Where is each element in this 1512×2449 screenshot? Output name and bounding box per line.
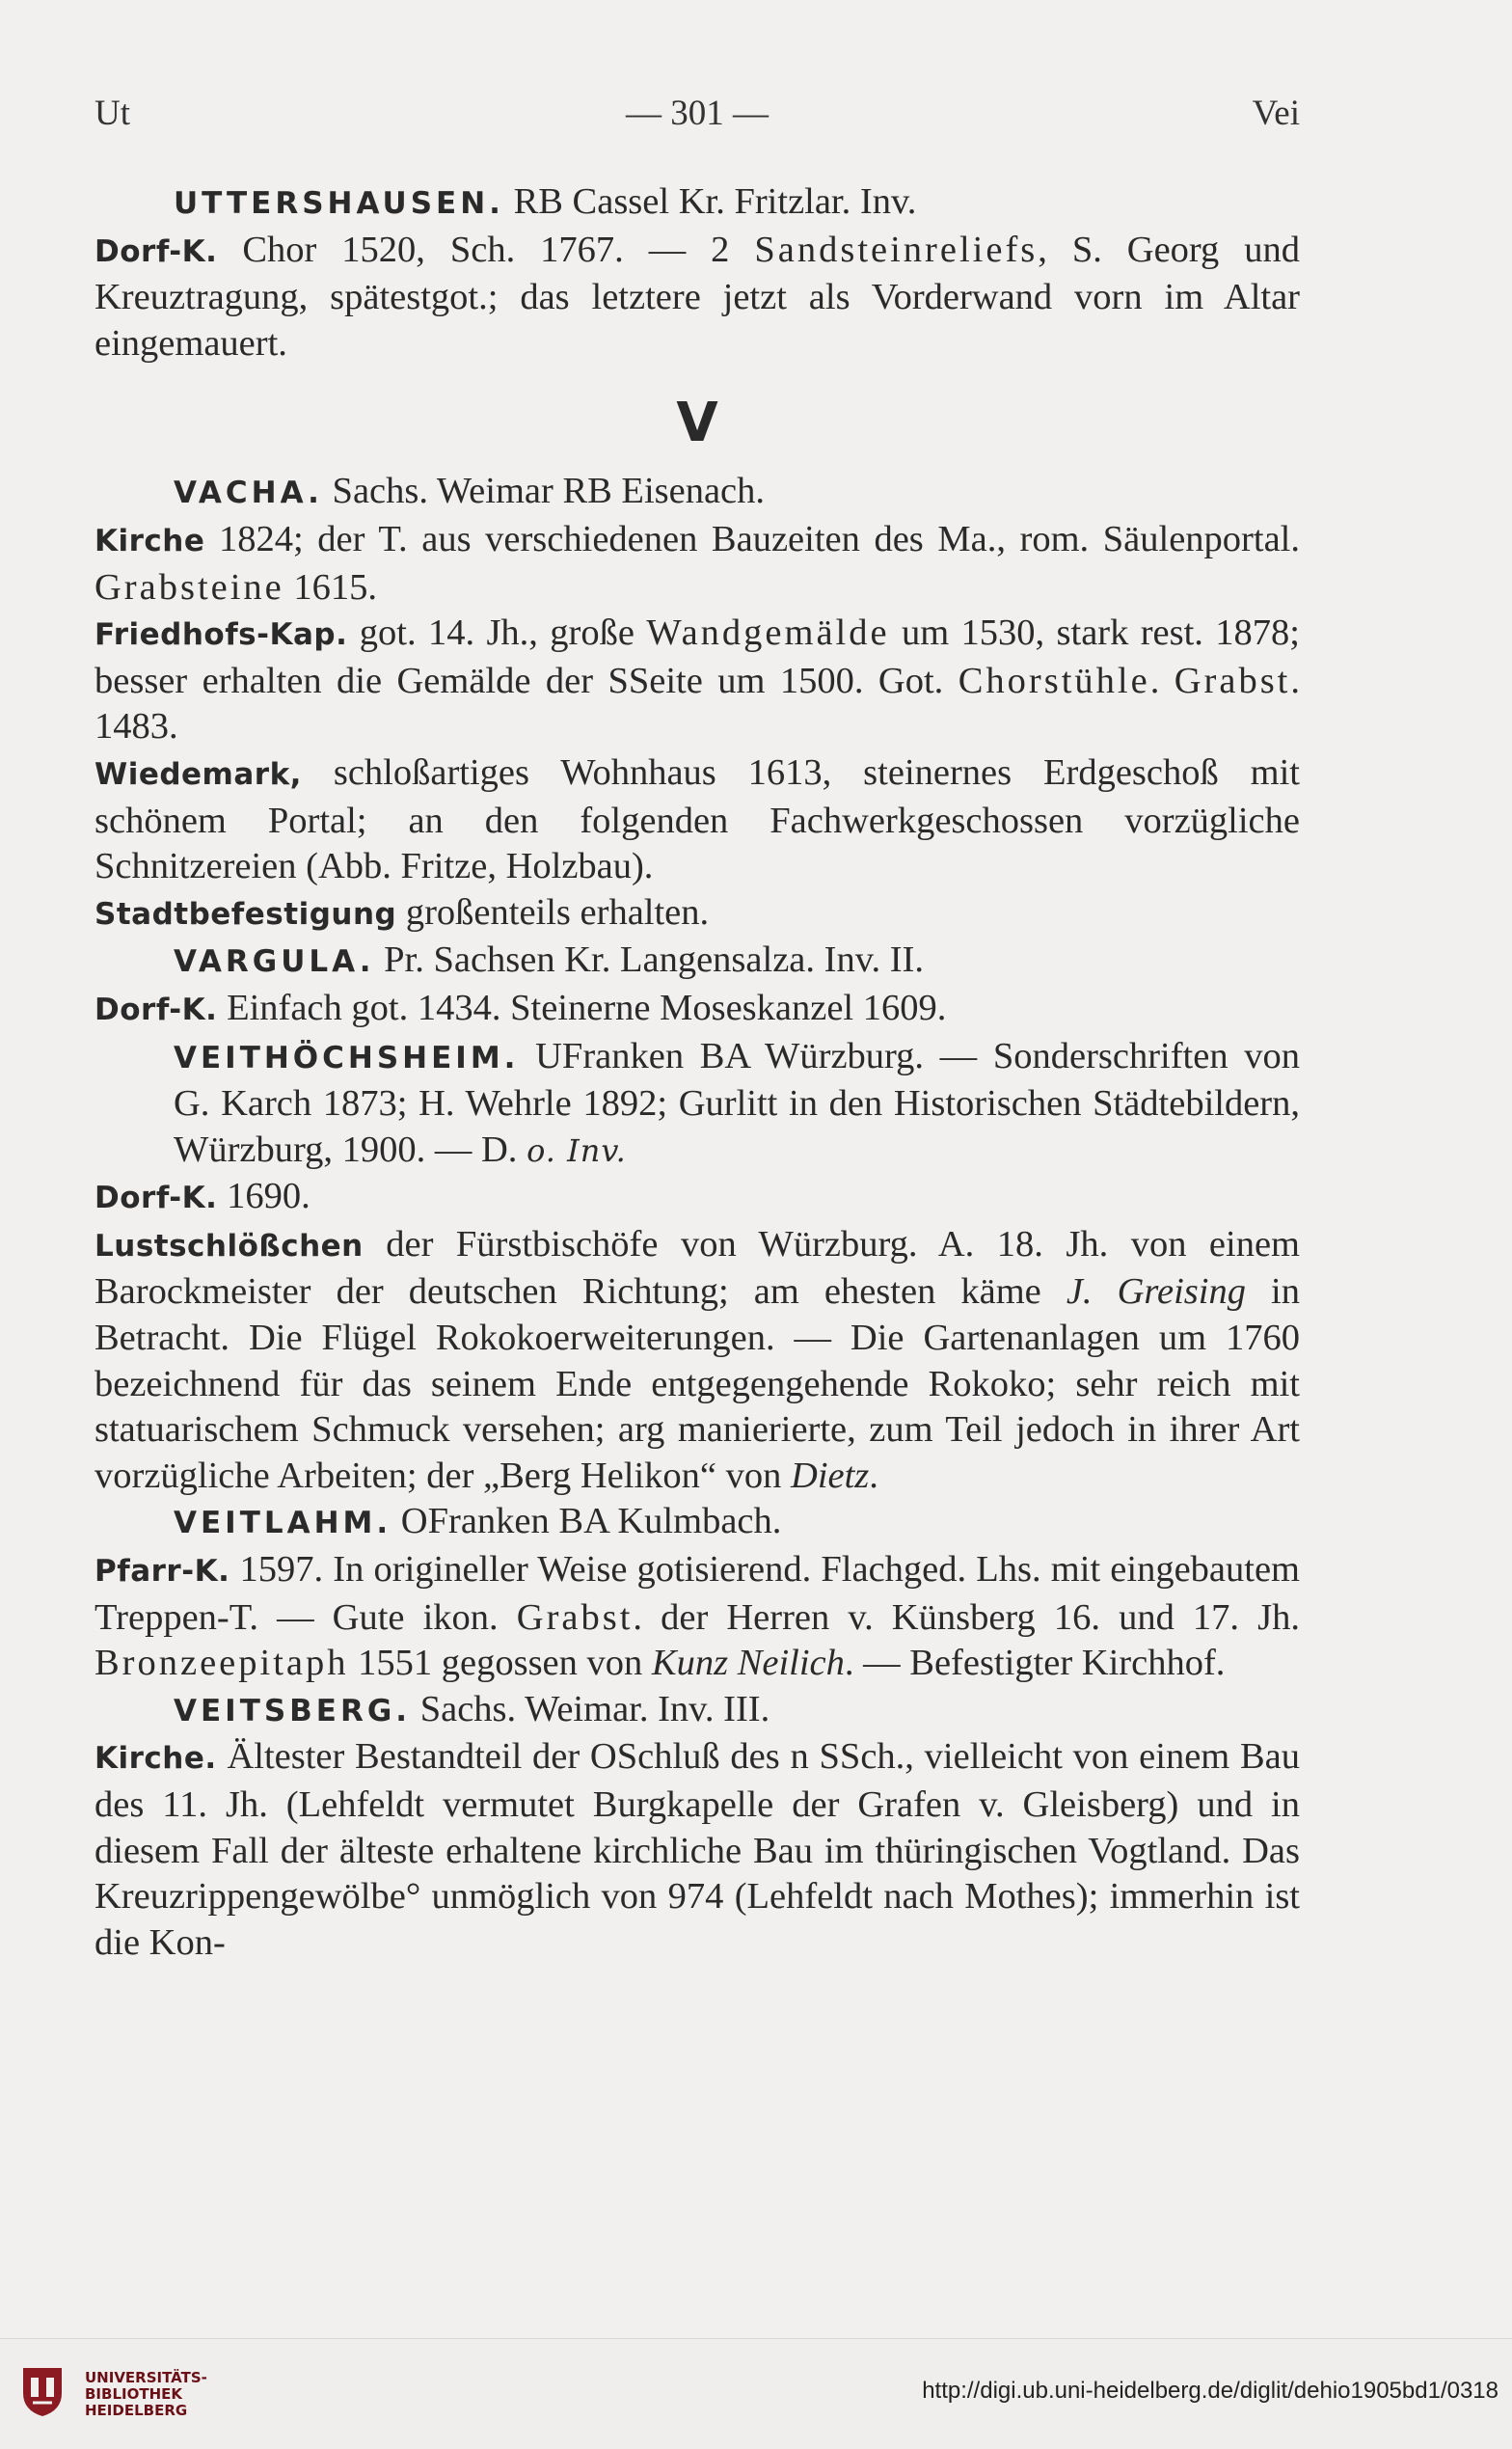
spaced-term: Sandsteinreliefs bbox=[754, 229, 1039, 270]
entry-text: . — Befestigter Kirchhof. bbox=[844, 1643, 1226, 1684]
entry-veitsberg bbox=[94, 1687, 1300, 1735]
entry-text: 1615. bbox=[284, 566, 378, 608]
entry-uttershausen bbox=[94, 179, 1300, 228]
entry-text: Einfach got. 1434. Steinerne Moseskanzel 1609. bbox=[217, 987, 947, 1028]
artist-name: J. Greising bbox=[1066, 1271, 1246, 1313]
permalink[interactable]: http://digi.ub.uni-heidelberg.de/diglit/dehio1905bd1/0318 bbox=[922, 2378, 1498, 2404]
entry-paragraph bbox=[94, 1222, 1300, 1500]
place-heading: VEITLAHM. bbox=[174, 1506, 392, 1541]
keyword: Kirche. bbox=[94, 1741, 217, 1777]
header-left: Ut bbox=[94, 94, 130, 133]
entry-text: um 1530, stark rest. 1878; besser erhalten die Gemälde der SSeite um 1500. Got. bbox=[94, 612, 1300, 701]
entry-text: . 1483. bbox=[94, 660, 1301, 748]
header-right: Vei bbox=[1252, 94, 1300, 133]
keyword: Wiedemark, bbox=[94, 756, 302, 792]
place-heading: UTTERSHAUSEN. bbox=[174, 186, 504, 221]
entry-text: 1597. In origineller Weise gotisierend. Flachged. Lhs. mit eingebautem Treppen-T. — Gute ikon. bbox=[94, 1549, 1300, 1638]
entry-text: Chor 1520, Sch. 1767. — 2 bbox=[217, 229, 755, 270]
entry-vargula bbox=[94, 938, 1300, 986]
page-number: — 301 — bbox=[626, 94, 769, 133]
viewer-footer bbox=[0, 2338, 1512, 2449]
place-heading: VEITSBERG. bbox=[174, 1693, 412, 1728]
entry-text: RB Cassel Kr. Fritzlar. Inv. bbox=[503, 181, 917, 222]
keyword: Dorf-K. bbox=[94, 992, 218, 1027]
spaced-term: Grabst bbox=[516, 1596, 634, 1638]
entry-paragraph bbox=[94, 750, 1300, 890]
entry-paragraph bbox=[94, 1174, 1300, 1222]
place-heading: VARGULA. bbox=[174, 944, 375, 980]
keyword: Kirche bbox=[94, 523, 205, 558]
keyword: Dorf-K. bbox=[94, 1181, 218, 1216]
place-heading: VACHA. bbox=[174, 476, 323, 511]
entry-paragraph bbox=[94, 890, 1300, 939]
university-logo-icon bbox=[17, 2364, 68, 2418]
entry-text: . bbox=[1149, 660, 1174, 701]
entry-text: Sachs. Weimar RB Eisenach. bbox=[322, 471, 766, 512]
entry-text: 1824; der T. aus verschiedenen Bauzeiten des Ma., rom. Säulenportal. bbox=[204, 518, 1300, 559]
entry-text: der Fürstbischöfe von Würzburg. A. 18. Jh. von einem Barockmeister der deutschen Richtung; am ehesten käme bbox=[94, 1223, 1300, 1313]
entry-text: UFranken BA Würzburg. — Sonderschriften von G. Karch 1873; H. Wehrle 1892; Gurlitt in den Historischen Städtebildern, Würzburg, 1900. — D. bbox=[174, 1035, 1300, 1170]
university-name-line: BIBLIOTHEK bbox=[85, 2385, 182, 2403]
artist-name: Kunz Neilich bbox=[651, 1643, 845, 1684]
handwritten-note: o. Inv. bbox=[526, 1131, 627, 1169]
entry-text: Ältester Bestandteil der OSchluß des n SSch., vielleicht von einem Bau des 11. Jh. (Lehfeldt vermutet Burgkapelle der Grafen v. Gleisberg) und in diesem Fall der älteste erhaltene kirchliche Bau im thüringischen Vogtland. Das Kreuzrippengewölbe° unmöglich von 974 (Lehfeldt nach Mothes); immerhin ist die Kon- bbox=[94, 1736, 1300, 1963]
section-letter: V bbox=[676, 392, 718, 455]
entry-text: 1690. bbox=[217, 1176, 310, 1217]
university-name-line: UNIVERSITÄTS- bbox=[85, 2369, 207, 2386]
entry-vacha bbox=[94, 469, 1300, 517]
entry-text: . der Herren v. Künsberg 16. und 17. Jh. bbox=[633, 1596, 1300, 1638]
entry-text: . bbox=[869, 1455, 878, 1496]
university-name bbox=[85, 2370, 207, 2419]
artist-name: Dietz bbox=[791, 1455, 870, 1496]
entry-paragraph bbox=[94, 611, 1300, 750]
entry-text: großenteils erhalten. bbox=[396, 891, 710, 933]
keyword: Pfarr-K. bbox=[94, 1554, 230, 1590]
entry-text: Pr. Sachsen Kr. Langensalza. Inv. II. bbox=[374, 939, 924, 981]
entry-text: schloßartiges Wohnhaus 1613, steinernes Erdgeschoß mit schönem Portal; an den folgenden Fachwerkgeschossen vorzügliche Schnitzereien (Abb. Fritze, Holzbau). bbox=[94, 751, 1300, 887]
entry-paragraph bbox=[94, 1547, 1300, 1687]
entry-text: 1551 gegossen von bbox=[348, 1643, 652, 1684]
entry-paragraph bbox=[94, 986, 1300, 1034]
entry-text: Sachs. Weimar. Inv. III. bbox=[411, 1688, 770, 1729]
keyword: Stadtbefestigung bbox=[94, 896, 397, 932]
spaced-term: Chorstühle bbox=[958, 660, 1150, 701]
keyword: Dorf-K. bbox=[94, 233, 218, 269]
entry-text: , S. Georg und Kreuztragung, spätestgot.; das letztere jetzt als Vorderwand vorn im Altar eingemauert. bbox=[94, 229, 1300, 364]
university-name-line: HEIDELBERG bbox=[85, 2402, 188, 2419]
spaced-term: Bronzeepitaph bbox=[94, 1643, 349, 1684]
running-header bbox=[94, 93, 1300, 150]
spaced-term: Wandgemälde bbox=[646, 612, 890, 654]
keyword: Friedhofs-Kap. bbox=[94, 617, 348, 653]
entry-paragraph bbox=[94, 1734, 1300, 1966]
entry-text: OFranken BA Kulmbach. bbox=[392, 1501, 782, 1542]
body-text bbox=[94, 179, 1300, 1966]
keyword: Lustschlößchen bbox=[94, 1228, 364, 1264]
spaced-term: Grabsteine bbox=[94, 566, 284, 608]
entry-veithochsheim bbox=[94, 1034, 1300, 1175]
place-heading: VEITHÖCHSHEIM. bbox=[174, 1040, 520, 1075]
entry-paragraph bbox=[94, 228, 1300, 367]
entry-text: got. 14. Jh., große bbox=[347, 612, 647, 654]
entry-text: in Betracht. Die Flügel Rokokoerweiterungen. — Die Gartenanlagen um 1760 bezeichnend für das seinem Ende entgegengehende Rokoko; sehr reich mit statuarischem Schmuck versehen; arg manierierte, zum Teil jedoch in ihrer Art vorzügliche Arbeiten; der „Berg Helikon“ von bbox=[94, 1271, 1300, 1496]
entry-veitlahm bbox=[94, 1499, 1300, 1547]
spaced-term: Grabst bbox=[1174, 660, 1291, 701]
entry-paragraph bbox=[94, 517, 1300, 611]
